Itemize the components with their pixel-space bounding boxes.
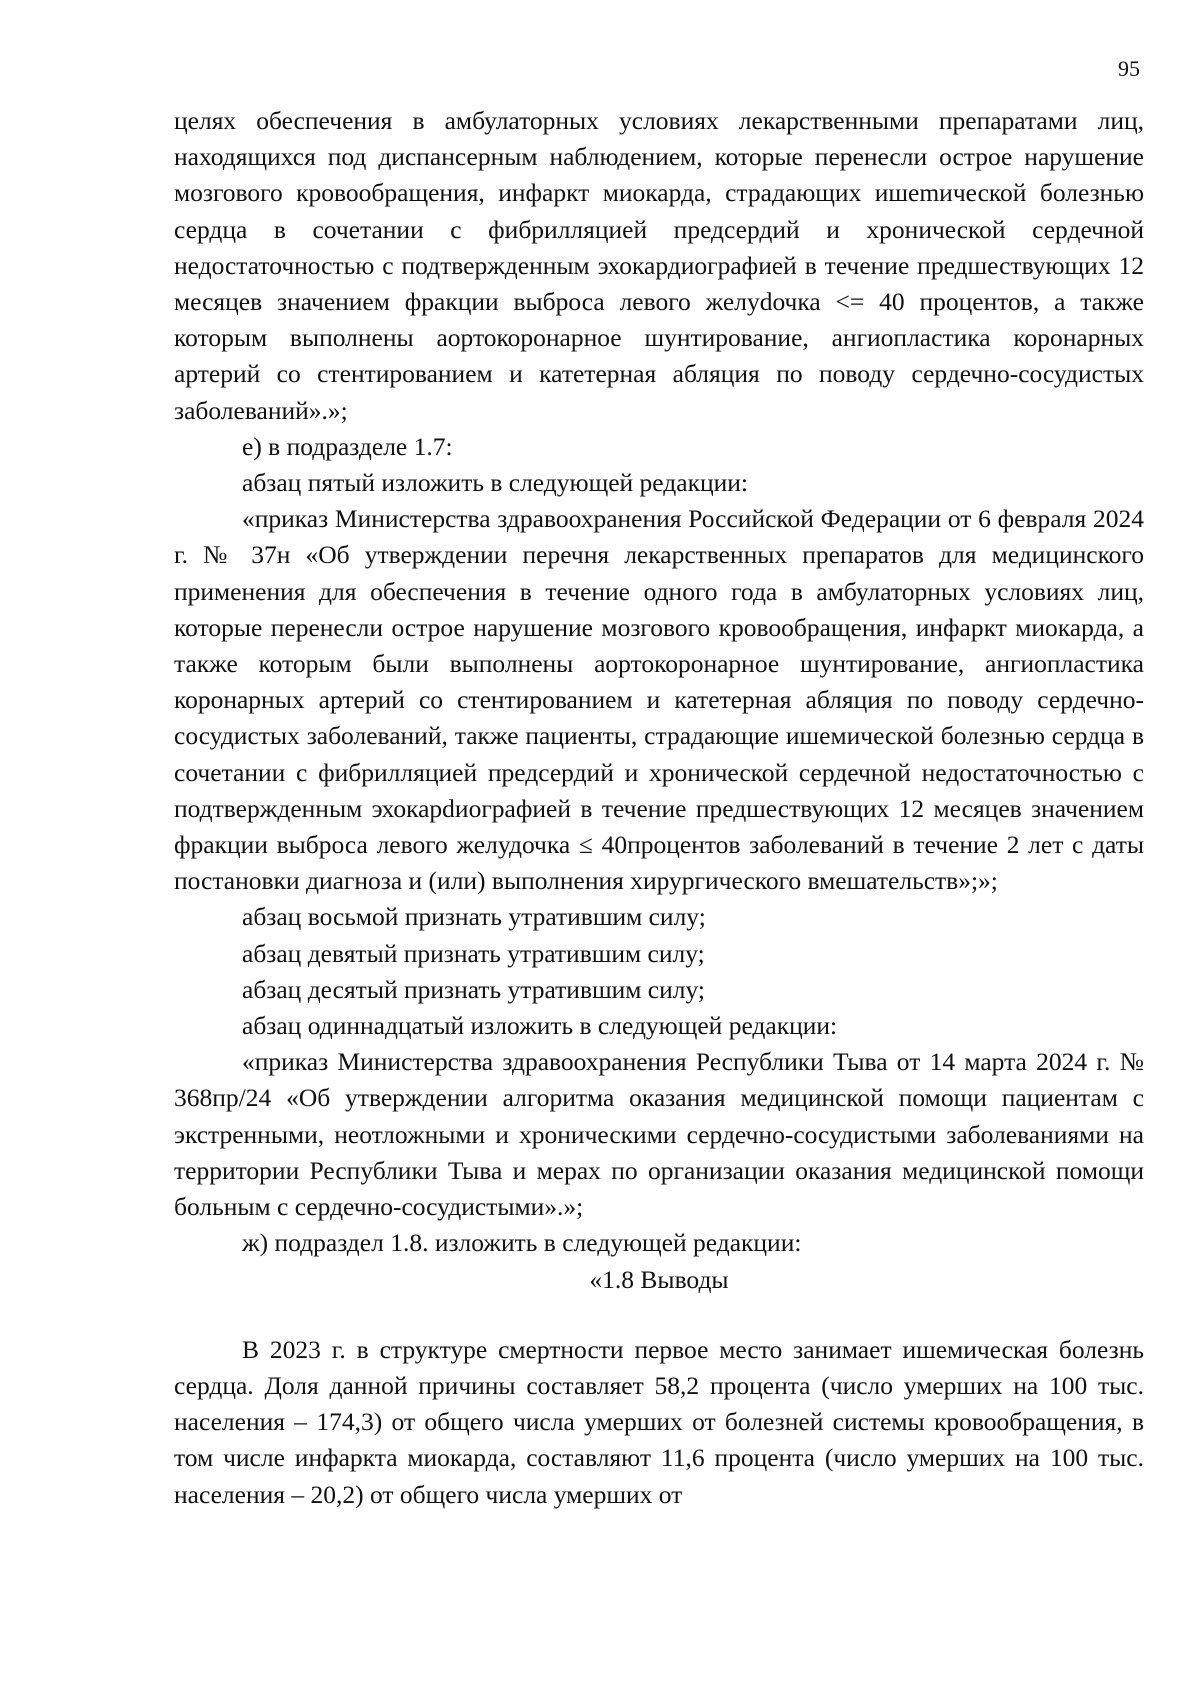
paragraph-regional-order-quote: «приказ Министерства здравоохранения Республики Тыва от 14 марта 2024 г. № 368пр/24 «Об утверждении алгоритма оказания медицинской помощи пациентам с экстренными, неотложными и хроническими сердечно-сосудистыми заболеваниями на территории Республики Тыва и мерах по организации оказания медицинской помощи больным с сердечно-сосудистыми».»; [174,1047,1144,1222]
page-number: 95 [1118,56,1140,81]
paragraph-void-10: абзац десятый признать утратившим силу; [242,974,705,1004]
subsection-item-zh: ж) подраздел 1.8. изложить в следующей редакции: [242,1228,802,1258]
paragraph-instruction-11: абзац одиннадцатый изложить в следующей редакции: [242,1011,838,1041]
section-heading: «1.8 Выводы [589,1264,729,1294]
paragraph-void-9: абзац девятый признать утратившим силу; [242,938,705,968]
spacer [174,1298,1144,1332]
body-text [174,103,1144,1513]
paragraph-order-quote: «приказ Министерства здравоохранения Российской Федерации от 6 февраля 2024 г. № 37н «Об утверждении перечня лекарственных препаратов для медицинского применения для обеспечения в течение одного года в амбулаторных условиях лиц, которые перенесли острое нарушение мозгового кровообращения, инфаркт миокарда, а также которым были выполнены аортокоронарное шунтирование, ангиопластика коронарных артерий со стентированием и катетерная абляция по поводу сердечно-сосудистых заболеваний, также пациенты, страдающие ишемической болезнью сердца в сочетании с фибрилляцией предсердий и хронической сердечной недостаточностью с подтвержденным эхокарdиографией в течение предшествующих 12 месяцев значением фракции выброса левого желудочка ≤ 40процентов заболеваний в течение 2 лет с даты постановки диагноза и (или) выполнения хирургического вмешательств»;»; [174,504,1144,896]
paragraph-continuation: целях обеспечения в амбулаторных условиях лекарственными препаратами лиц, находящихся под диспансерным наблюдением, которые перенесли острое нарушение мозгового кровообращения, инфаркт миокарда, страдающих ишеmической болезнью сердца в сочетании с фибрилляцией предсердий и хронической сердечной недостаточностью с подтвержденным эхокардиографией в течение предшествующих 12 месяцев значением фракции выброса левого желуdочка <= 40 процентов, а также которым выполнены аортокоронарное шунтирование, ангиопластика коронарных артерий со стентированием и катетерная абляция по поводу сердечно-сосудистых заболеваний».»; [174,106,1144,425]
paragraph-instruction-5: абзац пятый изложить в следующей редакции: [242,468,748,498]
paragraph-void-8: абзац восьмой признать утратившим силу; [242,902,706,932]
paragraph-conclusions: В 2023 г. в структуре смертности первое место занимает ишемическая болезнь сердца. Доля данной причины составляет 58,2 процента (число умерших на 100 тыс. населения – 174,3) от общего числа умерших от болезней системы кровообращения, в том числе инфаркта миокарда, составляют 11,6 процента (число умерших на 100 тыс. населения – 20,2) от общего числа умерших от [174,1334,1144,1509]
subsection-item-e: е) в подразделе 1.7: [242,431,453,461]
